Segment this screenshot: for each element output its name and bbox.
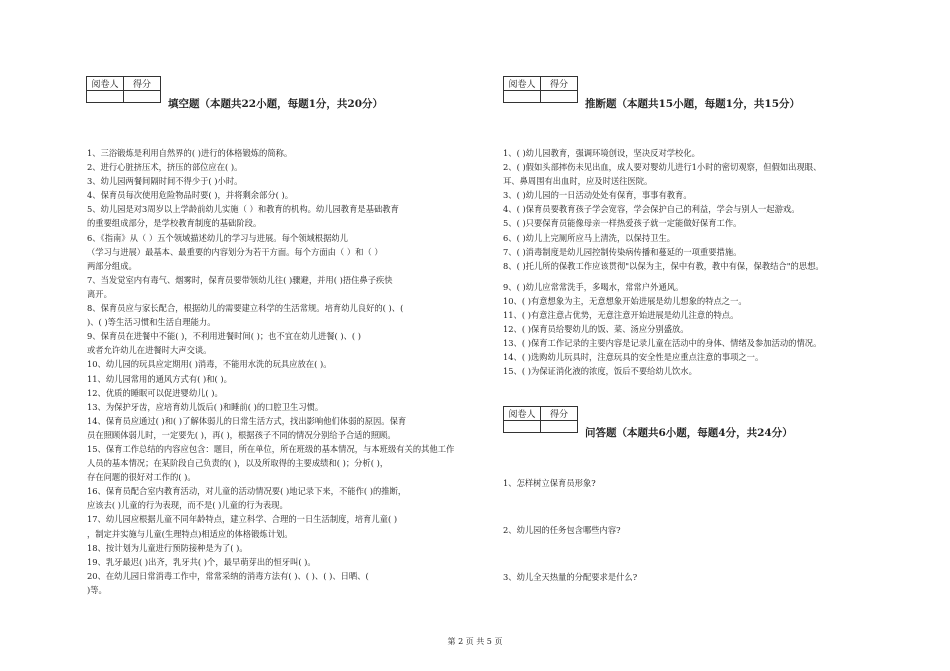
question-line: 耳、鼻周围有出血时，应及时送往医院。 — [503, 176, 653, 187]
question-line: 3、幼儿全天热量的分配要求是什么? — [503, 572, 638, 582]
question-line: 2、进行心脏挤压术，挤压的部位应在( )。 — [87, 162, 243, 173]
question-line: 9、( )幼儿应常常洗手，多喝水，常常户外通风。 — [503, 281, 684, 292]
page-footer: 第 2 页 共 5 页 — [447, 637, 503, 646]
question-line: 1、怎样树立保育员形象? — [503, 478, 596, 488]
question-line: 14、保育员应通过( )和( )了解体弱儿的日常生活方式，找出影响他们体弱的原因。保育 — [87, 415, 407, 426]
question-line: 13、( )保育工作记录的主要内容是记录儿童在活动中的身体、情绪及参加活动的情况。 — [503, 338, 822, 349]
question-line: 11、( )有意注意占优势，无意注意开始进展是幼儿注意的特点。 — [503, 310, 739, 321]
score-label: 得分 — [541, 77, 578, 91]
question-line: 4、保育员每次使用危险物品时要( )，并将剩余部分( )。 — [87, 190, 294, 201]
question-line: 9、保育员在进餐中不能( )，不利用进餐时间( )；也不宜在幼儿进餐( )、( ) — [87, 331, 362, 342]
fill-blank-title: 填空题（本题共22小题，每题1分，共20分） — [168, 98, 384, 110]
reviewer-cell[interactable] — [504, 91, 541, 103]
essay-score-box — [503, 406, 578, 433]
essay-title: 问答题（本题共6小题，每题4分，共24分） — [585, 427, 793, 439]
question-line: 10、( )有意想象为主，无意想象开始进展是幼儿想象的特点之一。 — [503, 295, 747, 306]
question-line: 3、幼儿园两餐间隔时间不得少于( )小时。 — [87, 176, 243, 187]
question-line: 2、幼儿园的任务包含哪些内容? — [503, 525, 621, 535]
question-line: 14、( )选购幼儿玩具时，注意玩具的安全性是应重点注意的事项之一。 — [503, 352, 764, 363]
spacer — [503, 273, 903, 280]
question-line: 存在问题的很好对工作的( )。 — [87, 472, 196, 483]
question-line: 的重要组成部分，是学校教育制度的基础阶段。 — [87, 218, 262, 229]
true-false-questions — [503, 146, 903, 379]
question-line: 4、( )保育员要教育孩子学会宽容，学会保护自己的利益，学会与别人一起游戏。 — [503, 204, 800, 215]
question-line: 12、( )保育员给婴幼儿的饭、菜、汤应分别盛放。 — [503, 324, 689, 335]
question-line: 19、乳牙最迟( )出齐，乳牙共( )个，最早萌芽出的恒牙叫( )。 — [87, 556, 316, 567]
question-line: 1、( )幼儿园教育，强调环境创设，坚决反对学校化。 — [503, 148, 700, 158]
reviewer-label: 阅卷人 — [504, 407, 541, 421]
score-label: 得分 — [541, 407, 578, 421]
question-line: 两部分组成。 — [87, 260, 137, 271]
question-line: 15、( )为保证消化液的浓度，饭后不要给幼儿饮水。 — [503, 366, 697, 377]
question-line: 15、保育工作总结的内容应包含：题目，所在单位，所在班级的基本情况，与本班级有关的其他工作 — [87, 443, 455, 454]
question-line: 17、幼儿园应根据儿童不同年龄特点，建立科学、合理的一日生活制度，培育儿童( ) — [87, 514, 398, 525]
reviewer-cell[interactable] — [87, 91, 124, 103]
essay-questions — [503, 476, 903, 617]
fill-blank-questions — [87, 146, 487, 597]
left-score-box — [86, 76, 161, 103]
question-line: 1、三浴锻炼是利用自然界的( )进行的体格锻炼的简称。 — [87, 148, 293, 158]
reviewer-label: 阅卷人 — [87, 77, 124, 91]
question-line: （学习与进展）最基本、最重要的内容划分为若干方面。每个方面由（ ）和（ ） — [87, 246, 383, 257]
question-line: 20、在幼儿园日常消毒工作中，常常采纳的消毒方法有( )、( )、( )、日晒、( — [87, 570, 369, 581]
question-line: 员在照顾体弱儿时，一定要先( )，再( )，根据孩子不同的情况分别给予合适的照顾。 — [87, 429, 396, 440]
question-line: )等。 — [87, 584, 107, 595]
reviewer-cell[interactable] — [504, 421, 541, 433]
score-cell[interactable] — [541, 91, 578, 103]
question-line: 人员的基本情况；在某阶段自己负责的( )，以及所取得的主要成绩和( )；分析( )， — [87, 458, 389, 469]
question-line: 16、保育员配合室内教育活动，对儿童的活动情况要( )地记录下来，不能作( )的推断， — [87, 486, 407, 497]
question-line: 6、《指南》从（ ）五个领域描述幼儿的学习与进展。每个领域根据幼儿 — [87, 232, 348, 243]
question-line: 离开。 — [87, 288, 112, 299]
question-line: 5、幼儿园是对3周岁以上学龄前幼儿实施（ ）和教育的机构。幼儿园教育是基础教育 — [87, 204, 399, 215]
question-line: 8、( )托儿所的保教工作应该贯彻"以保为主，保中有教，教中有保，保教结合"的思想。 — [503, 260, 824, 271]
question-line: 12、优质的睡眠可以促进婴幼儿( )。 — [87, 387, 223, 398]
question-line: ，制定并实施与儿童(生理特点)相适应的体格锻炼计划。 — [87, 528, 293, 539]
reviewer-label: 阅卷人 — [504, 77, 541, 91]
question-line: 7、( )消毒制度是幼儿园控制传染病传播和蔓延的一项重要措施。 — [503, 246, 742, 257]
question-line: 8、保育员应与家长配合，根据幼儿的需要建立科学的生活常规。培育幼儿良好的( )、( — [87, 303, 404, 314]
question-line: 7、当发觉室内有毒气、烟雾时，保育员要带领幼儿往( )骤避，并用( )捂住鼻子疾快 — [87, 274, 393, 285]
score-label: 得分 — [124, 77, 161, 91]
question-line: 18、按计划为儿童进行预防接种是为了( )。 — [87, 542, 248, 553]
score-cell[interactable] — [541, 421, 578, 433]
question-line: 13、为保护牙齿，应培育幼儿饭后( )和睡前( )的口腔卫生习惯。 — [87, 401, 324, 412]
question-line: 3、( )幼儿园的一日活动处处有保育，事事有教育。 — [503, 190, 692, 201]
true-false-title: 推断题（本题共15小题，每题1分，共15分） — [585, 98, 801, 110]
question-line: 10、幼儿园的玩具应定期用( )消毒，不能用水洗的玩具应放在( )。 — [87, 359, 332, 370]
question-line: )、( )等生活习惯和生活自理能力。 — [87, 317, 216, 328]
question-line: 11、幼儿园常用的通风方式有( )和( )。 — [87, 373, 232, 384]
question-line: 或者允许幼儿在进餐时大声交谈。 — [87, 345, 212, 356]
score-cell[interactable] — [124, 91, 161, 103]
question-line: 2、( )假如头部摔伤未见出血，成人要对婴幼儿进行1小时的密切观察，但假如出现眼、 — [503, 162, 822, 173]
question-line: 应该去( )儿童的行为表现，而不是( )儿童的行为表现。 — [87, 500, 288, 511]
question-line: 5、( )只要保育员能像母亲一样热爱孩子就一定能做好保育工作。 — [503, 218, 742, 229]
question-line: 6、( )幼儿上完厕所应马上清洗，以保持卫生。 — [503, 232, 676, 243]
right-score-box — [503, 76, 578, 103]
